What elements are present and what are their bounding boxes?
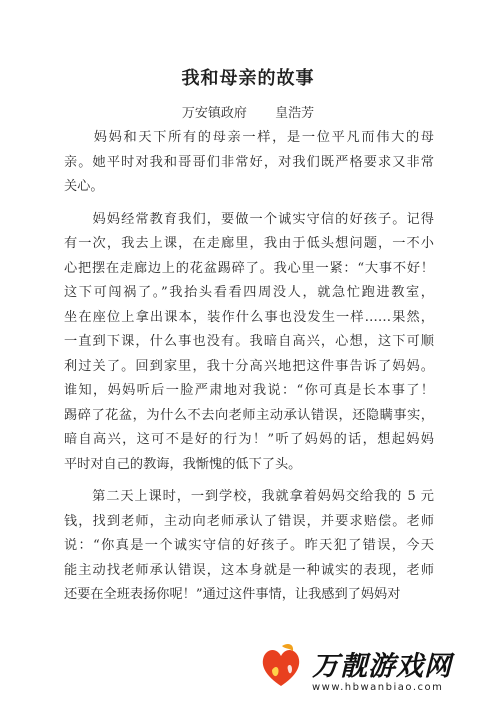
paragraph [64,208,434,478]
text-line: 平时对自己的教诲，我惭愧的低下了头。 [64,456,302,472]
watermark-url: www.hbwanbiao.com [312,682,444,693]
text-line: 还要在全班表扬你呢！”通过这件事情，让我感到了妈妈对 [64,587,401,602]
red-heart-flame-logo-icon [258,640,304,690]
text-line: 踢碎了花盆，为什么不去向老师主动承认错误，还隐瞒事实， [64,407,434,423]
paragraph-gap [64,200,434,208]
text-line: 亲。她平时对我和哥哥们非常好，对我们既严格要求又非常 [64,154,434,170]
watermark-name: 万靓游戏网 [312,651,452,682]
text-line: 关心。 [64,179,104,194]
author-org: 万安镇政府 [181,106,247,121]
text-line: 能主动找老师承认错误，这本身就是一种诚实的表现，老师 [64,562,434,578]
paragraph [64,126,434,200]
article-title: 我和母亲的故事 [181,68,315,89]
author-line [0,102,496,121]
text-line: 有一次，我去上课，在走廊里，我由于低头想问题，一不小 [64,236,434,251]
text-line: 妈妈经常教育我们，要做一个诚实守信的好孩子。记得 [64,211,434,227]
text-line: 暗自高兴，这可不是好的行为！”听了妈妈的话，想起妈妈 [64,432,434,447]
text-line: 一直到下课，什么事也没有。我暗自高兴，心想，这下可顺 [64,334,434,349]
text-line: 钱，找到老师，主动向老师承认了错误，并要求赔偿。老师 [64,513,434,529]
text-line: 心把摆在走廊边上的花盆踢碎了。我心里一紧：“大事不好！ [64,260,434,276]
paragraph-gap [64,477,434,485]
watermark [246,634,496,702]
text-line: 利过关了。回到家里，我十分高兴地把这件事告诉了妈妈。 [64,358,434,374]
text-line: 坐在座位上拿出课本，装作什么事也没发生一样……果然， [64,309,434,325]
author-name: 皇浩芳 [275,106,315,121]
text-line: 妈妈和天下所有的母亲一样，是一位平凡而伟大的母 [64,130,434,145]
text-line: 说：“你真是一个诚实守信的好孩子。昨天犯了错误，今天 [64,538,434,553]
text-line: 这下可闯祸了。”我抬头看看四周没人，就急忙跑进教室， [64,285,434,300]
text-line: 谁知，妈妈听后一脸严肃地对我说：“你可真是长本事了！ [64,383,434,398]
article-body [64,126,434,608]
paragraph [64,485,434,608]
text-line: 第二天上课时，一到学校，我就拿着妈妈交给我的 5 元 [64,489,434,504]
